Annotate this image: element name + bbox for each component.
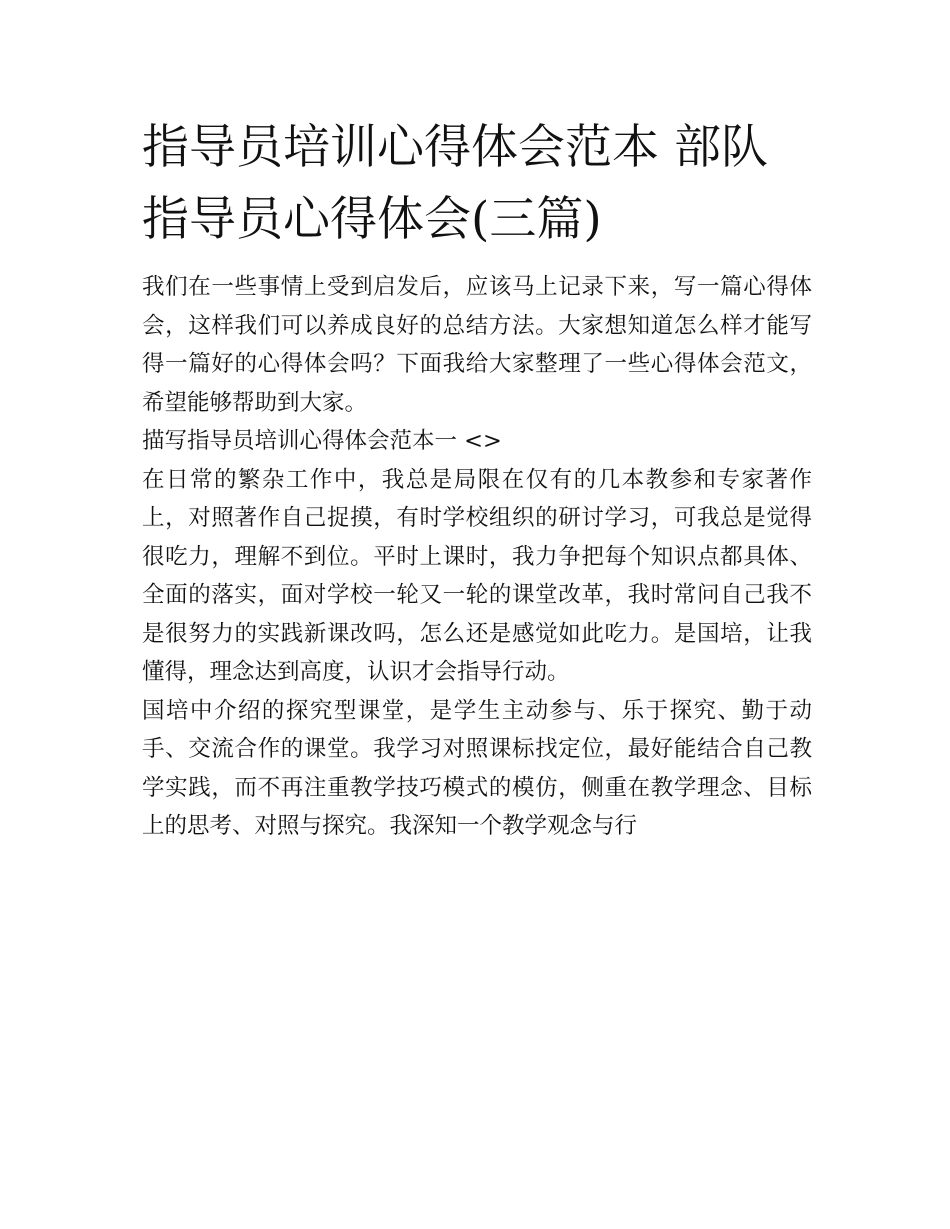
document-body: [142, 112, 812, 846]
body-paragraph-2: 国培中介绍的探究型课堂，是学生主动参与、乐于探究、勤于动手、交流合作的课堂。我学习对照课标找定位，最好能结合自己教学实践，而不再注重教学技巧模式的模仿，侧重在教学理念、目标上的思考、对照与探究。我深知一个教学观念与行: [142, 697, 812, 839]
body-paragraph-1: 在日常的繁杂工作中，我总是局限在仅有的几本教参和专家著作上，对照著作自己捉摸，有时学校组织的研讨学习，可我总是觉得很吃力，理解不到位。平时上课时，我力争把每个知识点都具体、全面的落实，面对学校一轮又一轮的课堂改革，我时常问自己我不是很努力的实践新课改吗，怎么还是感觉如此吃力。是国培，让我懂得，理念达到高度，认识才会指导行动。: [142, 466, 812, 685]
document-title: 指导员培训心得体会范本 部队指导员心得体会(三篇): [142, 120, 768, 247]
intro-paragraph: 我们在一些事情上受到启发后，应该马上记录下来，写一篇心得体会，这样我们可以养成良好的总结方法。大家想知道怎么样才能写得一篇好的心得体会吗？下面我给大家整理了一些心得体会范文，希望能够帮助到大家。: [142, 274, 812, 416]
section-heading: 描写指导员培训心得体会范本一 <>: [142, 428, 502, 454]
